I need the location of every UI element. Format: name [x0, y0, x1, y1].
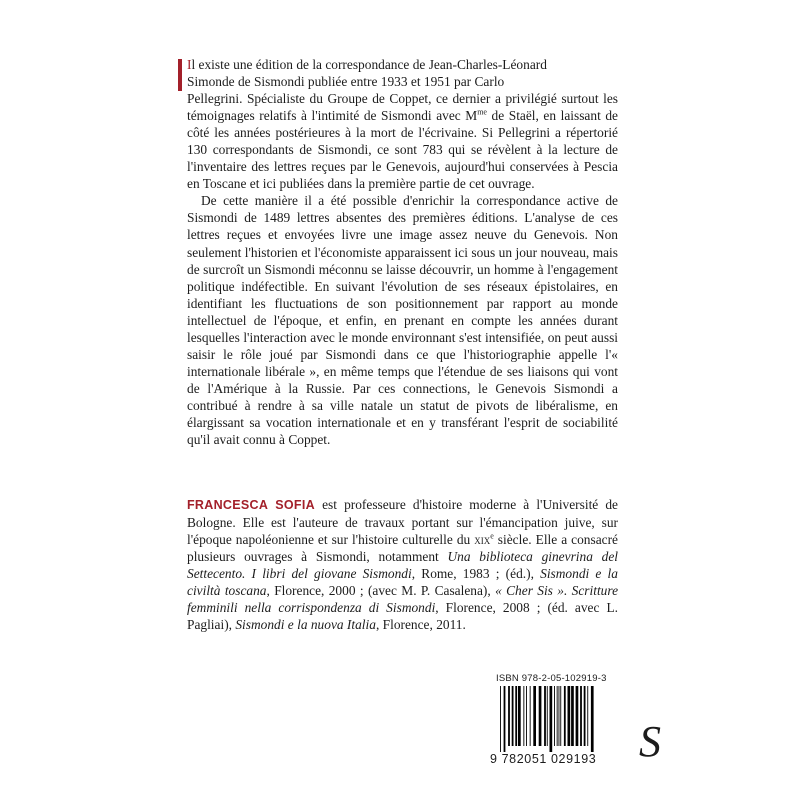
barcode-bar: [526, 686, 527, 746]
barcode-bar: [550, 686, 553, 752]
barcode-bar: [554, 686, 555, 746]
barcode-bar: [530, 686, 531, 746]
paragraph-1-rest-b: de Staël, en laissant de côté les années postérieures à la mort de l'écrivaine. Si Pellegrini a répertorié 130 correspondants de Sismondi, ce sont 783 qui se révèlent à la lecture de l'inventaire des lettres reçues par le Genevois, aujourd'hui conservées à Pescia en Toscane et ici publiées dans la première partie de cet ouvrage.: [187, 108, 618, 192]
barcode-bar: [504, 686, 506, 752]
barcode-bar: [580, 686, 582, 746]
bio-intro: est professeure d'histoire moderne à l'Université de Bologne. Elle est l'auteure de travaux portant sur l'émancipation juive, sur l'époque napoléonienne et sur l'histoire culturelle du: [187, 497, 618, 547]
author-bio: [187, 496, 618, 633]
barcode-bar: [576, 686, 579, 746]
bio-work-2-after: , Florence, 2000 ; (avec M. P. Casalena),: [266, 583, 496, 598]
dropcap-bar: [178, 59, 182, 91]
barcode-bar: [564, 686, 566, 746]
barcode-bar: [587, 686, 588, 746]
paragraph-1-line-1: [187, 56, 618, 73]
main-text: [187, 56, 618, 448]
barcode-bar: [584, 686, 586, 746]
bio-work-3-after: , Florence, 2008 ; (éd. avec L. Pagliai),: [187, 600, 618, 632]
barcode-bar: [557, 686, 558, 746]
isbn-block: [490, 673, 618, 766]
barcode-bar: [539, 686, 542, 746]
paragraph-1-line-2: Simonde de Sismondi publiée entre 1933 et 1951 par Carlo: [187, 74, 505, 90]
barcode-bar: [559, 686, 560, 746]
publisher-logo-letter: S: [639, 717, 661, 766]
barcode-bar: [568, 686, 571, 746]
publisher-logo-icon: [637, 716, 663, 766]
bio-work-2: Sismondi e la civiltà toscana: [187, 566, 618, 598]
barcode-bar: [533, 686, 536, 746]
paragraph-1-sup: me: [477, 107, 487, 117]
bio-work-3: « Cher Sis ». Scritture femminili nella corrispondenza di Sismondi: [187, 583, 619, 615]
barcode-bar: [544, 686, 546, 746]
dropcap-letter: I: [187, 57, 192, 72]
bio-century: xix: [474, 532, 491, 547]
barcode: [496, 686, 614, 752]
barcode-bar: [500, 686, 501, 752]
barcode-bar: [571, 686, 574, 746]
bio-work-1-after: , Rome, 1983 ; (éd.),: [411, 566, 541, 581]
author-name: FRANCESCA SOFIA: [187, 498, 315, 512]
barcode-bar: [518, 686, 521, 746]
paragraph-1-rest-a: Pellegrini. Spécialiste du Groupe de Coppet, ce dernier a privilégié surtout les témoignages relatifs à l'intimité de Sismondi avec M: [187, 91, 618, 124]
bio-work-4-after: , Florence, 2011.: [375, 617, 466, 632]
barcode-bar: [515, 686, 517, 746]
bio-work-4: Sismondi e la nuova Italia: [235, 617, 376, 632]
barcode-bar: [523, 686, 524, 746]
barcode-bar: [508, 686, 510, 746]
bio-century-sup: e: [490, 531, 494, 541]
paragraph-1-line-1-text: l existe une édition de la correspondance de Jean-Charles-Léonard: [191, 57, 547, 72]
barcode-bar: [512, 686, 514, 746]
isbn-label: ISBN 978-2-05-102919-3: [496, 673, 607, 684]
paragraph-1: [187, 56, 618, 192]
bio-work-1: Una biblioteca ginevrina del Settecento. I libri del giovane Sismondi: [187, 549, 618, 581]
barcode-bar: [591, 686, 594, 752]
bio-after-century: siècle. Elle a consacré plusieurs ouvrages à Sismondi, notamment: [187, 532, 619, 564]
barcode-bar: [560, 686, 561, 746]
barcode-bar: [547, 686, 548, 746]
barcode-digits: 9 782051 029193: [490, 752, 597, 766]
paragraph-2: De cette manière il a été possible d'enrichir la correspondance active de Sismondi de 1489 lettres absentes des premières éditions. L'analyse de ces lettres reçues et envoyées livre une image assez neuve du Genevois. Non seulement l'historien et l'économiste apparaissent ici sous un jour nouveau, mais de surcroît un Sismondi méconnu se laisse découvrir, un homme à l'engagement politique indéfectible. En suivant l'évolution de ses réseaux épistolaires, en identifiant les fluctuations de son positionnement par rapport au monde intellectuel de l'époque, et enfin, en prenant en compte les années durant lesquelles l'interaction avec le monde environnant s'est intensifiée, on peut aussi saisir le rôle joué par Sismondi dans ce que l'historiographie appelle l'« internationale libérale », en même temps que l'étendue de ses liaisons qui vont de l'Amérique à la Russie. Par ces connections, le Genevois Sismondi a contribué à rendre à sa ville natale un statut de pivots de libéralisme, en élargissant sa vocation internationale et en y transférant l'esprit de sociabilité qu'il avait connu à Coppet.: [187, 193, 618, 448]
